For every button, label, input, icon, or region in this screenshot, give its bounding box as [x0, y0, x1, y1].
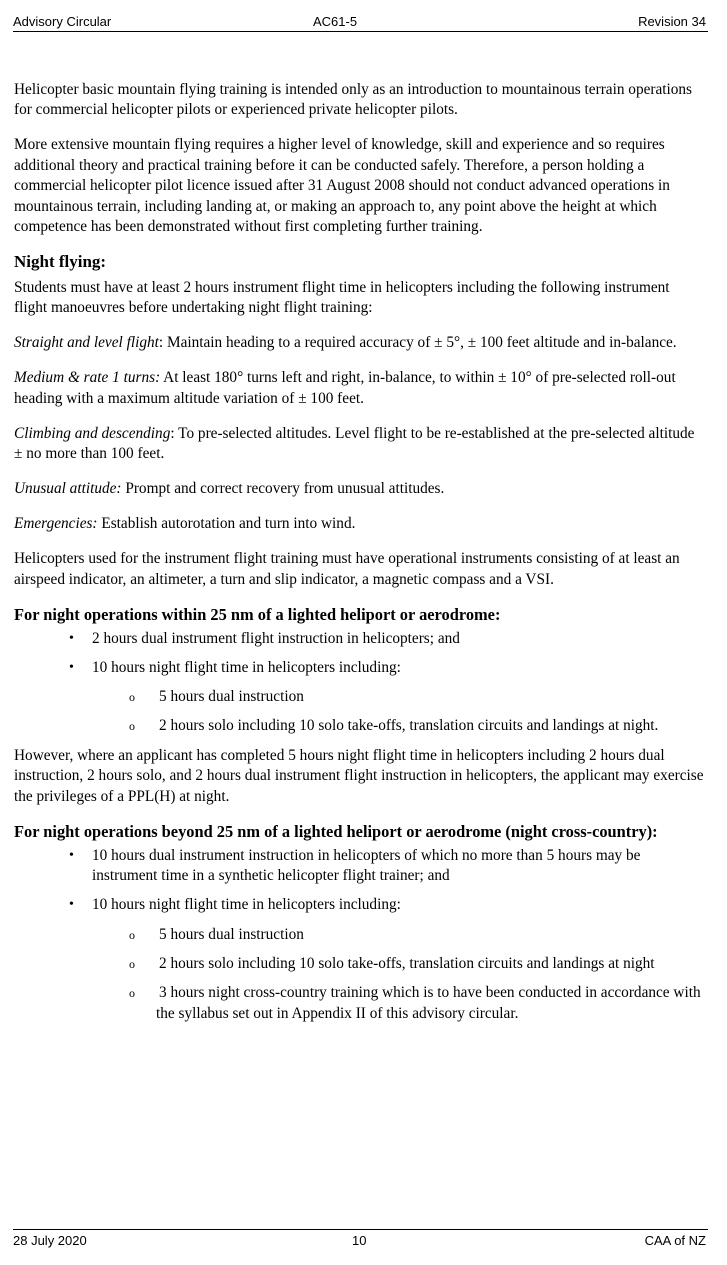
- list-within-25nm: [14, 629, 706, 737]
- list-item-text: 10 hours dual instrument instruction in helicopters of which no more than 5 hours may be instrument time in a synthetic helicopter flight trainer; and: [92, 846, 641, 885]
- list-item: [14, 895, 706, 1024]
- bullet-icon: •: [69, 847, 74, 863]
- paragraph-ppl-night-privileges: However, where an applicant has completed 5 hours night flight time in helicopters including 2 hours dual instruction, 2 hours solo, and 2 hours dual instrument flight instruction in helicopters, the applicant may exercise the privileges of a PPL(H) at night.: [14, 746, 704, 805]
- manoeuvre-emergencies: [14, 514, 706, 534]
- sublist-item-text: 2 hours solo including 10 solo take-offs, translation circuits and landings at night: [159, 954, 655, 972]
- manoeuvre-text: Establish autorotation and turn into wind.: [101, 515, 356, 533]
- list-item-text: 10 hours night flight time in helicopters including:: [92, 896, 401, 914]
- manoeuvre-label: Straight and level flight: [14, 334, 159, 352]
- list-item: [14, 629, 706, 649]
- sub-bullet-icon: o: [129, 690, 135, 705]
- list-item-text: 10 hours night flight time in helicopters including:: [92, 658, 401, 676]
- page-body: [14, 80, 706, 1033]
- sublist-item: [129, 687, 706, 707]
- footer-page-number: 10: [352, 1233, 367, 1248]
- manoeuvre-unusual-attitude: [14, 479, 706, 499]
- manoeuvre-label: Emergencies:: [14, 515, 98, 533]
- bullet-icon: •: [69, 659, 74, 675]
- manoeuvre-label: Climbing and descending: [14, 424, 171, 442]
- heading-night-flying: Night flying:: [14, 252, 107, 272]
- bullet-icon: •: [69, 630, 74, 646]
- sub-bullet-icon: o: [129, 719, 135, 734]
- paragraph-night-requirements: Students must have at least 2 hours instrument flight time in helicopters including the following instrument flight manoeuvres before undertaking night flight training:: [14, 279, 670, 317]
- manoeuvre-text: Maintain heading to a required accuracy of ± 5°, ± 100 feet altitude and in-balance.: [166, 334, 677, 352]
- header-revision: Revision 34: [638, 14, 706, 29]
- sublist: [92, 925, 706, 1025]
- manoeuvre-text: Prompt and correct recovery from unusual attitudes.: [125, 480, 445, 498]
- manoeuvre-climbing-descending: [14, 424, 706, 465]
- sublist: [92, 687, 706, 737]
- sub-bullet-icon: o: [129, 986, 135, 1001]
- sublist-item-text: 5 hours dual instruction: [159, 688, 304, 706]
- paragraph-intro: Helicopter basic mountain flying training is intended only as an introduction to mountainous terrain operations for commercial helicopter pilots or experienced private helicopter pilots.: [14, 81, 693, 119]
- paragraph-instruments: Helicopters used for the instrument flight training must have operational instruments consisting of at least an airspeed indicator, an altimeter, a turn and slip indicator, a magnetic compass and a VSI.: [14, 550, 680, 588]
- sublist-item-text: 2 hours solo including 10 solo take-offs, translation circuits and landings at night.: [159, 717, 659, 735]
- page-footer: [13, 1229, 708, 1248]
- manoeuvre-label: Medium & rate 1 turns:: [14, 369, 161, 387]
- manoeuvre-turns: [14, 368, 706, 409]
- manoeuvre-text: At least 180° turns left and right, in-balance, to within ± 10° of pre-selected roll-out heading with a maximum altitude variation of ± 100 feet.: [14, 369, 676, 407]
- manoeuvre-label: Unusual attitude:: [14, 480, 122, 498]
- list-beyond-25nm: [14, 846, 706, 1024]
- heading-beyond-25nm: For night operations beyond 25 nm of a lighted heliport or aerodrome (night cross-country):: [14, 821, 658, 841]
- sublist-item: [129, 983, 706, 1024]
- footer-publisher: CAA of NZ: [644, 1233, 706, 1248]
- list-item: [14, 846, 706, 887]
- sublist-item-text: 5 hours dual instruction: [159, 925, 304, 943]
- list-item-text: 2 hours dual instrument flight instruction in helicopters; and: [92, 629, 460, 647]
- paragraph-mountain-flying: More extensive mountain flying requires a higher level of knowledge, skill and experience and so requires additional theory and practical training before it can be conducted safely. Therefore, a person holding a commercial helicopter pilot licence issued after 31 August 2008 should not conduct advanced operations in mountainous terrain, including landing at, or making an approach to, any point above the height at which competence has been demonstrated without first completing further training.: [14, 136, 670, 236]
- list-item: [14, 658, 706, 737]
- sublist-item: [129, 954, 706, 974]
- manoeuvre-separator: :: [158, 334, 167, 352]
- sublist-item: [129, 925, 706, 945]
- header-doc-type: Advisory Circular: [13, 14, 112, 29]
- sub-bullet-icon: o: [129, 927, 135, 942]
- manoeuvre-text: To pre-selected altitudes. Level flight to be re-established at the pre-selected altitude ± no more than 100 feet.: [14, 424, 695, 463]
- bullet-icon: •: [69, 897, 74, 913]
- manoeuvre-straight-level: [14, 333, 706, 353]
- sublist-item-text: 3 hours night cross-country training which is to have been conducted in accordance with the syllabus set out in Appendix II of this advisory circular.: [156, 984, 701, 1022]
- header-doc-number: AC61-5: [313, 14, 358, 29]
- sub-bullet-icon: o: [129, 956, 135, 971]
- footer-date: 28 July 2020: [13, 1233, 87, 1248]
- heading-within-25nm: For night operations within 25 nm of a lighted heliport or aerodrome:: [14, 604, 501, 624]
- manoeuvre-separator: :: [170, 424, 179, 442]
- sublist-item: [129, 716, 706, 736]
- page-header: [13, 13, 708, 32]
